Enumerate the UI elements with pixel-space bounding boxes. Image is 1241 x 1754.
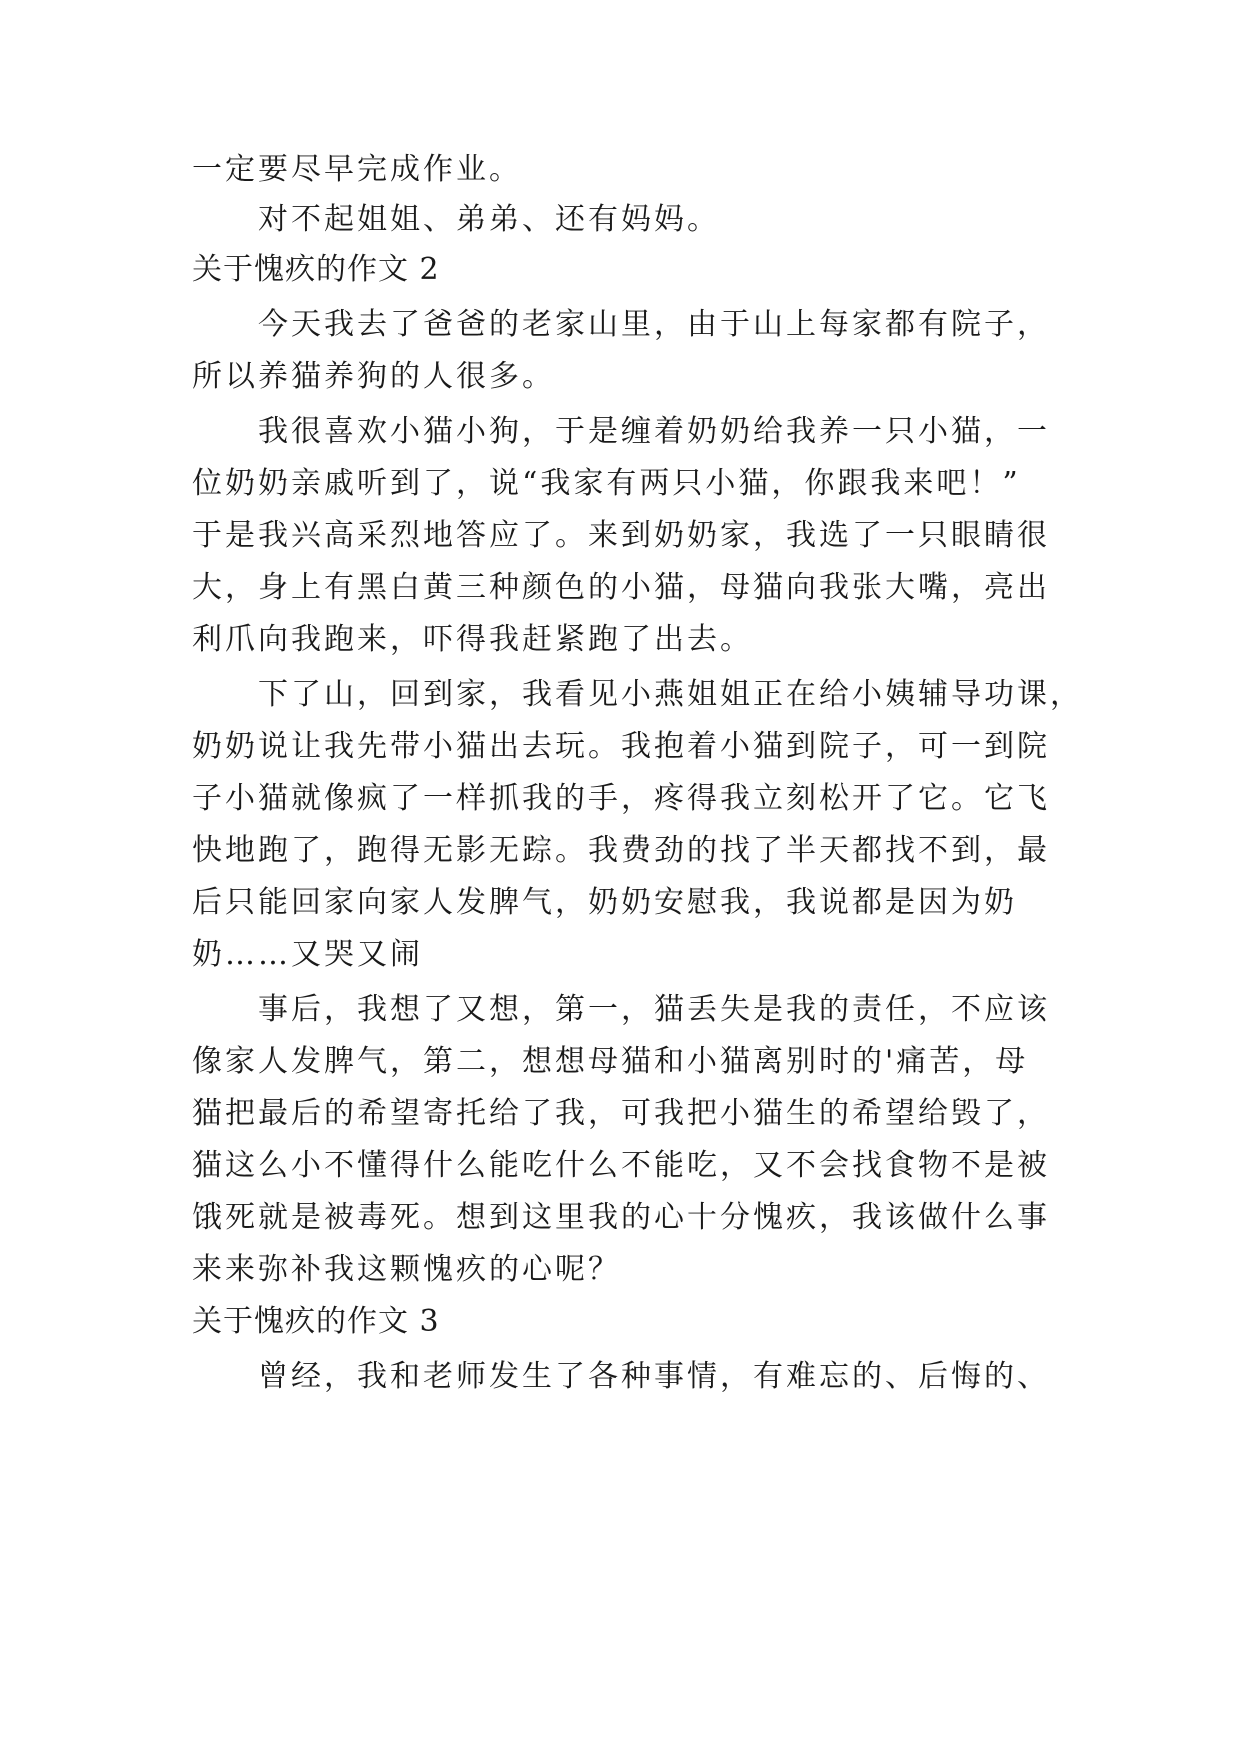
text-line: 猫这么小不懂得什么能吃什么不能吃，又不会找食物不是被	[192, 1148, 1050, 1183]
paragraph-start: 对不起姐姐、弟弟、还有妈妈。	[258, 202, 720, 237]
paragraph-start: 今天我去了爸爸的老家山里，由于山上每家都有院子，	[258, 307, 1050, 342]
text-line: 来来弥补我这颗愧疚的心呢？	[192, 1252, 621, 1287]
text-line: 奶奶说让我先带小猫出去玩。我抱着小猫到院子，可一到院	[192, 729, 1050, 764]
text-line: 快地跑了，跑得无影无踪。我费劲的找了半天都找不到，最	[192, 833, 1050, 868]
text-line: 利爪向我跑来，吓得我赶紧跑了出去。	[192, 622, 753, 657]
paragraph-start: 事后，我想了又想，第一，猫丢失是我的责任，不应该	[258, 992, 1050, 1027]
paragraph-start: 下了山，回到家，我看见小燕姐姐正在给小姨辅导功课，	[258, 677, 1083, 712]
paragraph-start: 曾经，我和老师发生了各种事情，有难忘的、后悔的、	[258, 1359, 1050, 1394]
section-heading: 关于愧疚的作文 3	[192, 1304, 440, 1339]
text-line: 一定要尽早完成作业。	[192, 152, 522, 187]
text-line: 于是我兴高采烈地答应了。来到奶奶家，我选了一只眼睛很	[192, 518, 1050, 553]
text-line: 后只能回家向家人发脾气，奶奶安慰我，我说都是因为奶	[192, 885, 1017, 920]
text-line: 饿死就是被毒死。想到这里我的心十分愧疚，我该做什么事	[192, 1200, 1050, 1235]
text-line: 像家人发脾气，第二，想想母猫和小猫离别时的'痛苦，母	[192, 1044, 1029, 1079]
text-line: 大，身上有黑白黄三种颜色的小猫，母猫向我张大嘴，亮出	[192, 570, 1050, 605]
text-line: 猫把最后的希望寄托给了我，可我把小猫生的希望给毁了，	[192, 1096, 1050, 1131]
text-line: 奶……又哭又闹	[192, 937, 423, 972]
section-heading: 关于愧疚的作文 2	[192, 252, 440, 287]
paragraph-start: 我很喜欢小猫小狗，于是缠着奶奶给我养一只小猫，一	[258, 414, 1050, 449]
text-line: 子小猫就像疯了一样抓我的手，疼得我立刻松开了它。它飞	[192, 781, 1050, 816]
text-line: 位奶奶亲戚听到了，说“我家有两只小猫，你跟我来吧！”	[192, 466, 1021, 501]
text-line: 所以养猫养狗的人很多。	[192, 359, 555, 394]
